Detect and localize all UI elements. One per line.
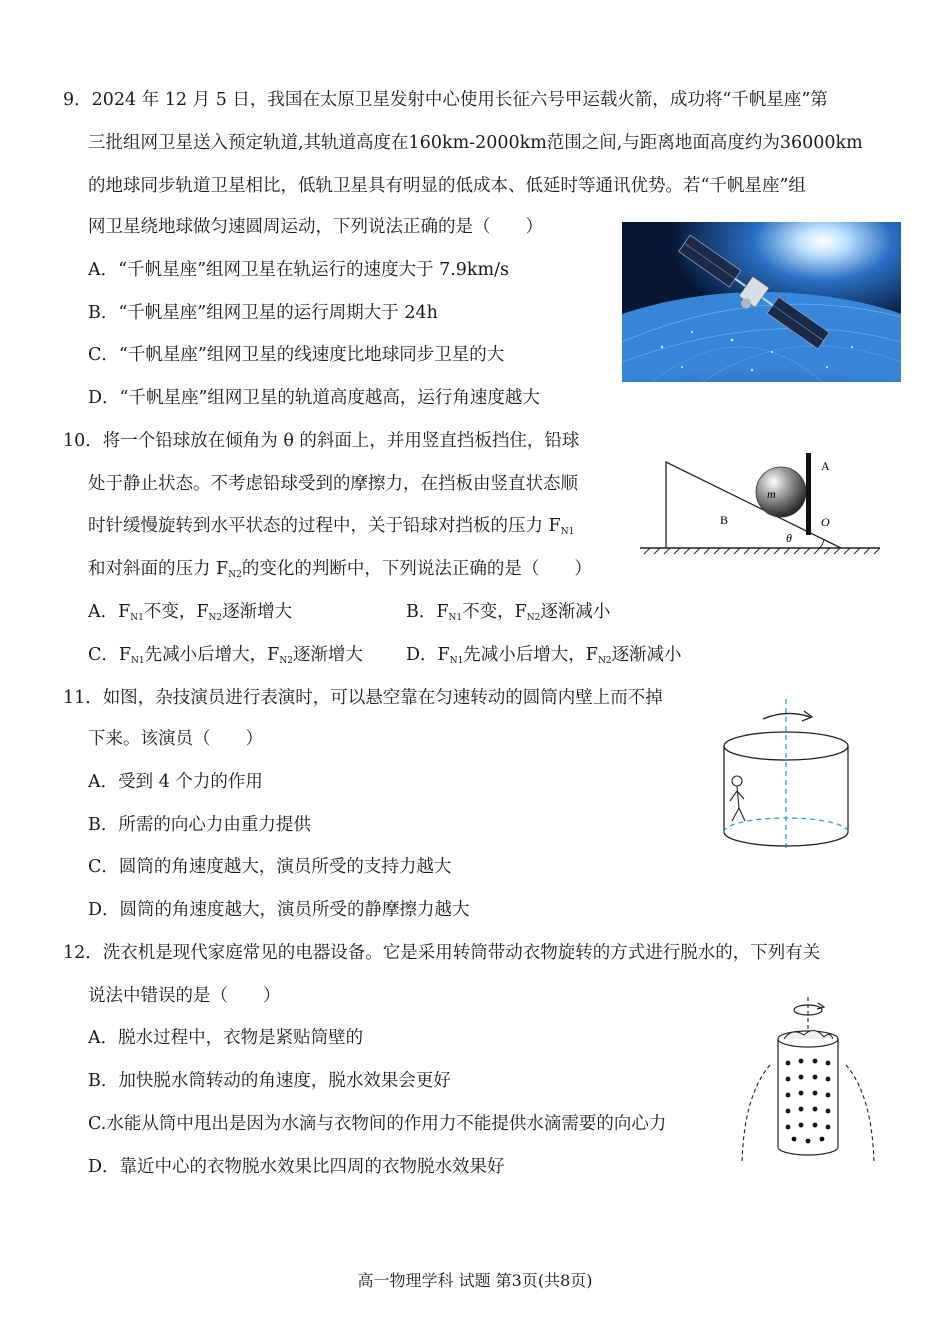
ground-hatching xyxy=(644,548,880,554)
q12-option-d: D．靠近中心的衣物脱水效果比四周的衣物脱水效果好 xyxy=(88,1157,505,1177)
q11-option-b: B．所需的向心力由重力提供 xyxy=(88,815,311,835)
drum-bottom xyxy=(778,1147,838,1155)
satellite-image xyxy=(622,222,901,382)
q12-option-c: C.水能从筒中甩出是因为水滴与衣物间的作用力不能提供水滴需要的向心力 xyxy=(88,1114,667,1134)
q9-option-d: D．“千帆星座”组网卫星的轨道高度越高，运行角速度越大 xyxy=(88,388,540,408)
q11-stem-line-2: 下来。该演员（ ） xyxy=(88,729,263,749)
incline-block xyxy=(666,462,841,548)
label-m: m xyxy=(767,487,776,501)
q11-stem-line-1: 11．如图，杂技演员进行表演时，可以悬空靠在匀速转动的圆筒内壁上而不掉 xyxy=(63,688,663,708)
q9-option-b: B．“千帆星座”组网卫星的运行周期大于 24h xyxy=(88,303,438,323)
q9-option-a: A．“千帆星座”组网卫星在轨运行的速度大于 7.9km/s xyxy=(88,260,509,280)
water-path-left xyxy=(742,1065,770,1163)
vertical-baffle xyxy=(806,453,811,535)
q12-option-a: A．脱水过程中，衣物是紧贴筒壁的 xyxy=(88,1028,364,1048)
water-path-right xyxy=(846,1065,874,1163)
incline-ball-diagram xyxy=(636,446,882,556)
page-footer: 高一物理学科 试题 第3页(共8页) xyxy=(357,1271,593,1290)
rotating-drum-diagram xyxy=(718,695,858,855)
angle-arc xyxy=(820,539,824,548)
spin-dryer-diagram xyxy=(732,995,884,1167)
q9-stem-line-3: 的地球同步轨道卫星相比，低轨卫星具有明显的低成本、低延时等通讯优势。若“千帆星座”组 xyxy=(88,176,806,196)
drum-holes xyxy=(786,1059,831,1144)
q10-option-d: D．$F_{N1}$先减小后增大，$F_{N2}$逐渐减小 xyxy=(406,645,682,666)
q11-option-a: A．受到 4 个力的作用 xyxy=(88,772,263,792)
label-A: A xyxy=(821,459,830,473)
q10-stem-line-2: 处于静止状态。不考虑铅球受到的摩擦力，在挡板由竖直状态顺 xyxy=(88,474,578,494)
q9-stem-line-2: 三批组网卫星送入预定轨道,其轨道高度在160km-2000km范围之间,与距离地面高度约为36000km xyxy=(88,133,863,153)
q10-stem-line-4: 和对斜面的压力 $F_{N2}$的变化的判断中，下列说法正确的是（ ） xyxy=(88,559,592,580)
q10-stem-line-1: 10．将一个铅球放在倾角为 θ 的斜面上，并用竖直挡板挡住，铅球 xyxy=(63,431,580,451)
q9-option-c: C．“千帆星座”组网卫星的线速度比地球同步卫星的大 xyxy=(88,345,505,365)
label-B: B xyxy=(720,513,729,527)
q10-option-b: B．$F_{N1}$不变，$F_{N2}$逐渐减小 xyxy=(406,602,611,623)
q11-option-c: C．圆筒的角速度越大，演员所受的支持力越大 xyxy=(88,857,452,877)
q12-stem-line-1: 12．洗衣机是现代家庭常见的电器设备。它是采用转筒带动衣物旋转的方式进行脱水的，下列有关 xyxy=(63,943,821,963)
label-theta: θ xyxy=(786,531,792,545)
q10-stem-line-3: 时针缓慢旋转到水平状态的过程中，关于铅球对挡板的压力 $F_{N1}$ xyxy=(88,516,575,537)
q10-option-a: A．$F_{N1}$不变，$F_{N2}$逐渐增大 xyxy=(88,602,293,623)
q12-stem-line-2: 说法中错误的是（ ） xyxy=(88,986,281,1006)
q9-stem-line-4: 网卫星绕地球做匀速圆周运动，下列说法正确的是（ ） xyxy=(88,217,543,237)
q9-stem-line-1: 9．2024 年 12 月 5 日，我国在太原卫星发射中心使用长征六号甲运载火箭，成功将“千帆星座”第 xyxy=(63,90,828,110)
q11-option-d: D．圆筒的角速度越大，演员所受的静摩擦力越大 xyxy=(88,900,470,920)
label-O: O xyxy=(821,515,830,529)
q10-option-c: C．$F_{N1}$先减小后增大，$F_{N2}$逐渐增大 xyxy=(88,645,363,666)
performer-figure xyxy=(730,776,745,821)
lead-ball xyxy=(756,467,806,517)
q12-option-b: B．加快脱水筒转动的角速度，脱水效果会更好 xyxy=(88,1071,451,1091)
